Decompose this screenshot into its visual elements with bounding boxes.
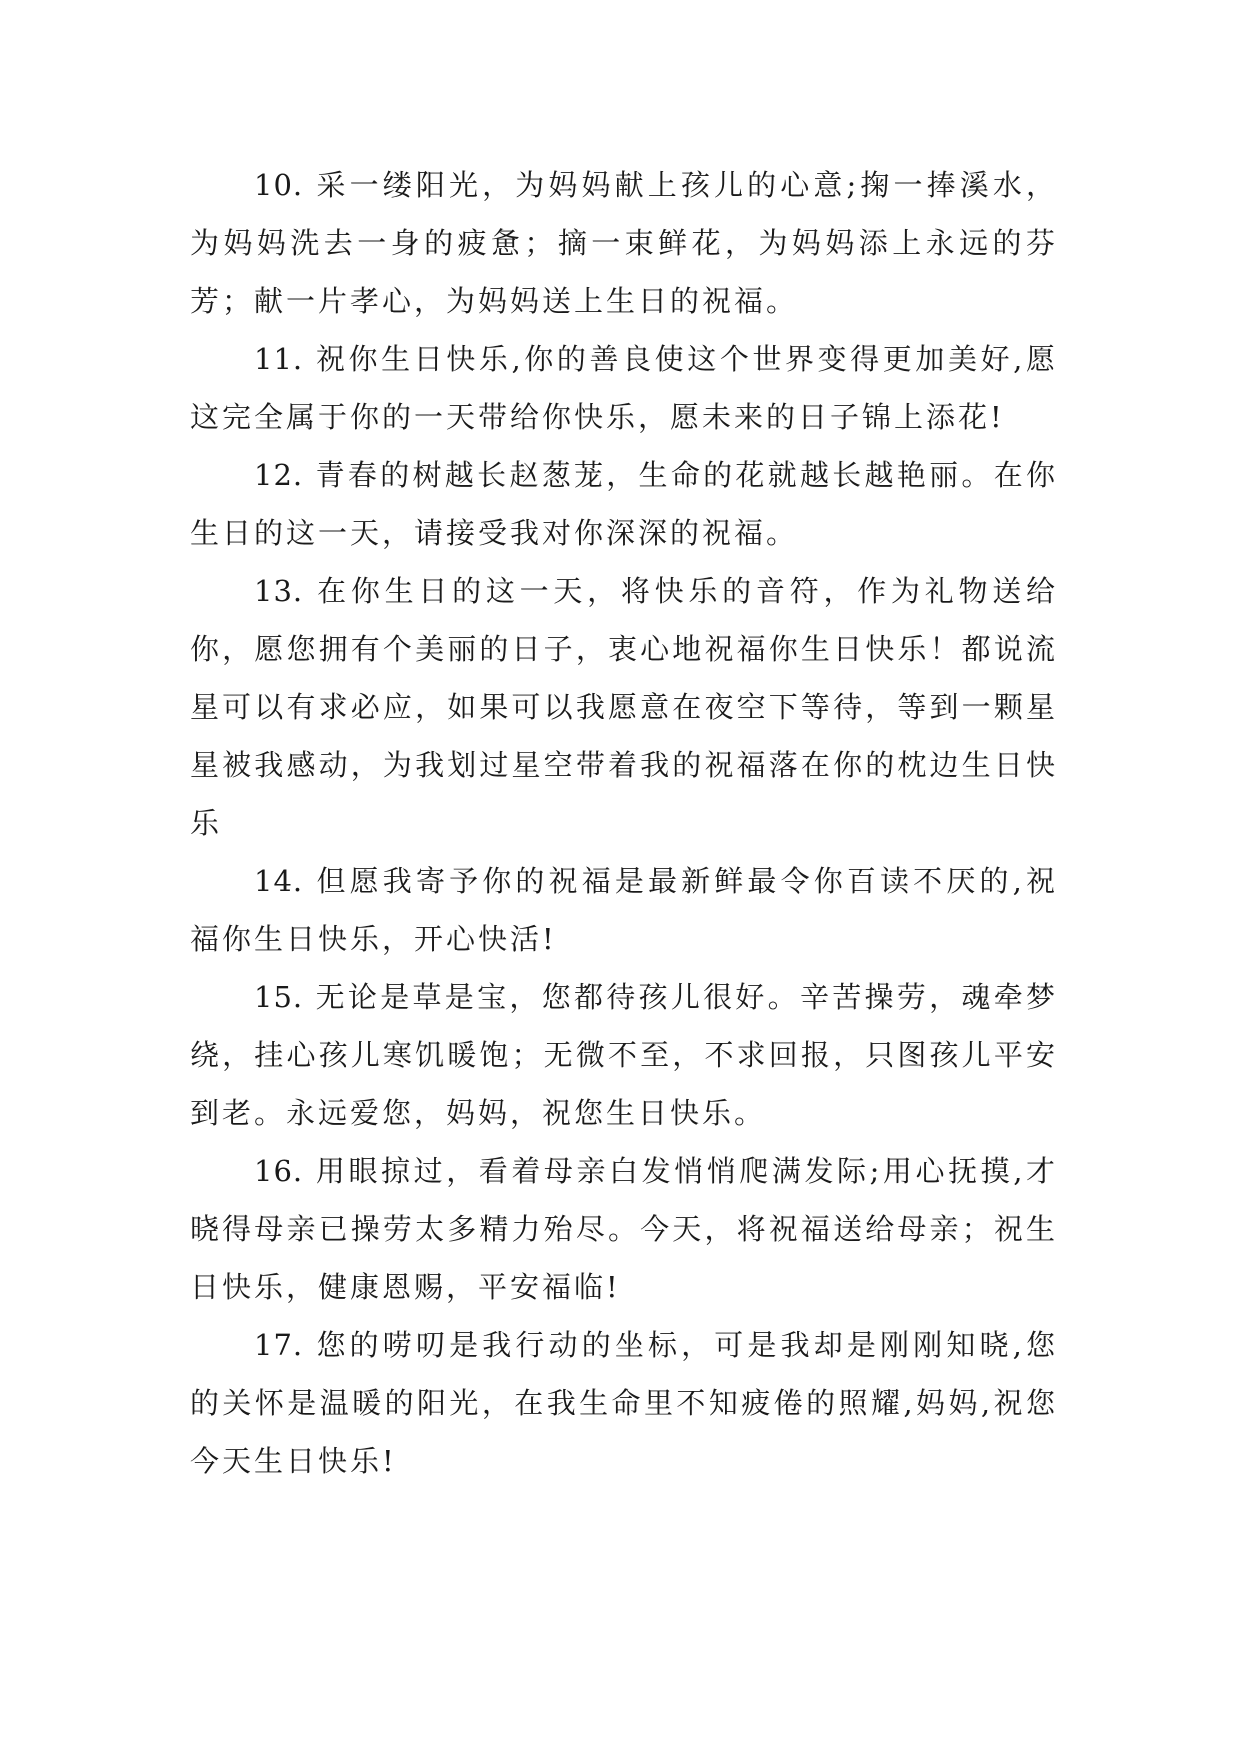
paragraph-number: 13. — [254, 574, 304, 608]
paragraph-text: 但愿我寄予你的祝福是最新鲜最令你百读不厌的,祝福你生日快乐，开心快活! — [190, 864, 1058, 956]
paragraph-number: 15. — [254, 980, 304, 1014]
paragraph-13 — [190, 562, 1058, 852]
paragraph-number: 16. — [254, 1154, 304, 1188]
paragraph-number: 12. — [254, 458, 304, 492]
paragraph-text: 您的唠叨是我行动的坐标，可是我却是刚刚知晓,您的关怀是温暖的阳光，在我生命里不知疲倦的照耀,妈妈,祝您今天生日快乐! — [190, 1328, 1058, 1478]
paragraph-17 — [190, 1316, 1058, 1490]
paragraph-text: 在你生日的这一天，将快乐的音符，作为礼物送给你，愿您拥有个美丽的日子，衷心地祝福你生日快乐！都说流星可以有求必应，如果可以我愿意在夜空下等待，等到一颗星星被我感动，为我划过星空带着我的祝福落在你的枕边生日快乐 — [190, 574, 1058, 840]
paragraph-16 — [190, 1142, 1058, 1316]
paragraph-10 — [190, 156, 1058, 330]
paragraph-11 — [190, 330, 1058, 446]
paragraph-number: 14. — [254, 864, 304, 898]
paragraph-number: 17. — [254, 1328, 304, 1362]
paragraph-15 — [190, 968, 1058, 1142]
paragraph-text: 祝你生日快乐,你的善良使这个世界变得更加美好,愿这完全属于你的一天带给你快乐，愿未来的日子锦上添花! — [190, 342, 1058, 434]
document-body — [190, 156, 1058, 1490]
paragraph-text: 采一缕阳光，为妈妈献上孩儿的心意;掬一捧溪水，为妈妈洗去一身的疲惫；摘一束鲜花，为妈妈添上永远的芬芳；献一片孝心，为妈妈送上生日的祝福。 — [190, 168, 1058, 318]
paragraph-text: 无论是草是宝，您都待孩儿很好。辛苦操劳，魂牵梦绕，挂心孩儿寒饥暖饱；无微不至，不求回报，只图孩儿平安到老。永远爱您，妈妈，祝您生日快乐。 — [190, 980, 1058, 1130]
paragraph-number: 10. — [254, 168, 304, 202]
paragraph-14 — [190, 852, 1058, 968]
paragraph-number: 11. — [254, 342, 304, 376]
paragraph-text: 用眼掠过，看着母亲白发悄悄爬满发际;用心抚摸,才晓得母亲已操劳太多精力殆尽。今天，将祝福送给母亲；祝生日快乐，健康恩赐，平安福临! — [190, 1154, 1058, 1304]
paragraph-12 — [190, 446, 1058, 562]
paragraph-text: 青春的树越长赵葱茏，生命的花就越长越艳丽。在你生日的这一天，请接受我对你深深的祝福。 — [190, 458, 1058, 550]
